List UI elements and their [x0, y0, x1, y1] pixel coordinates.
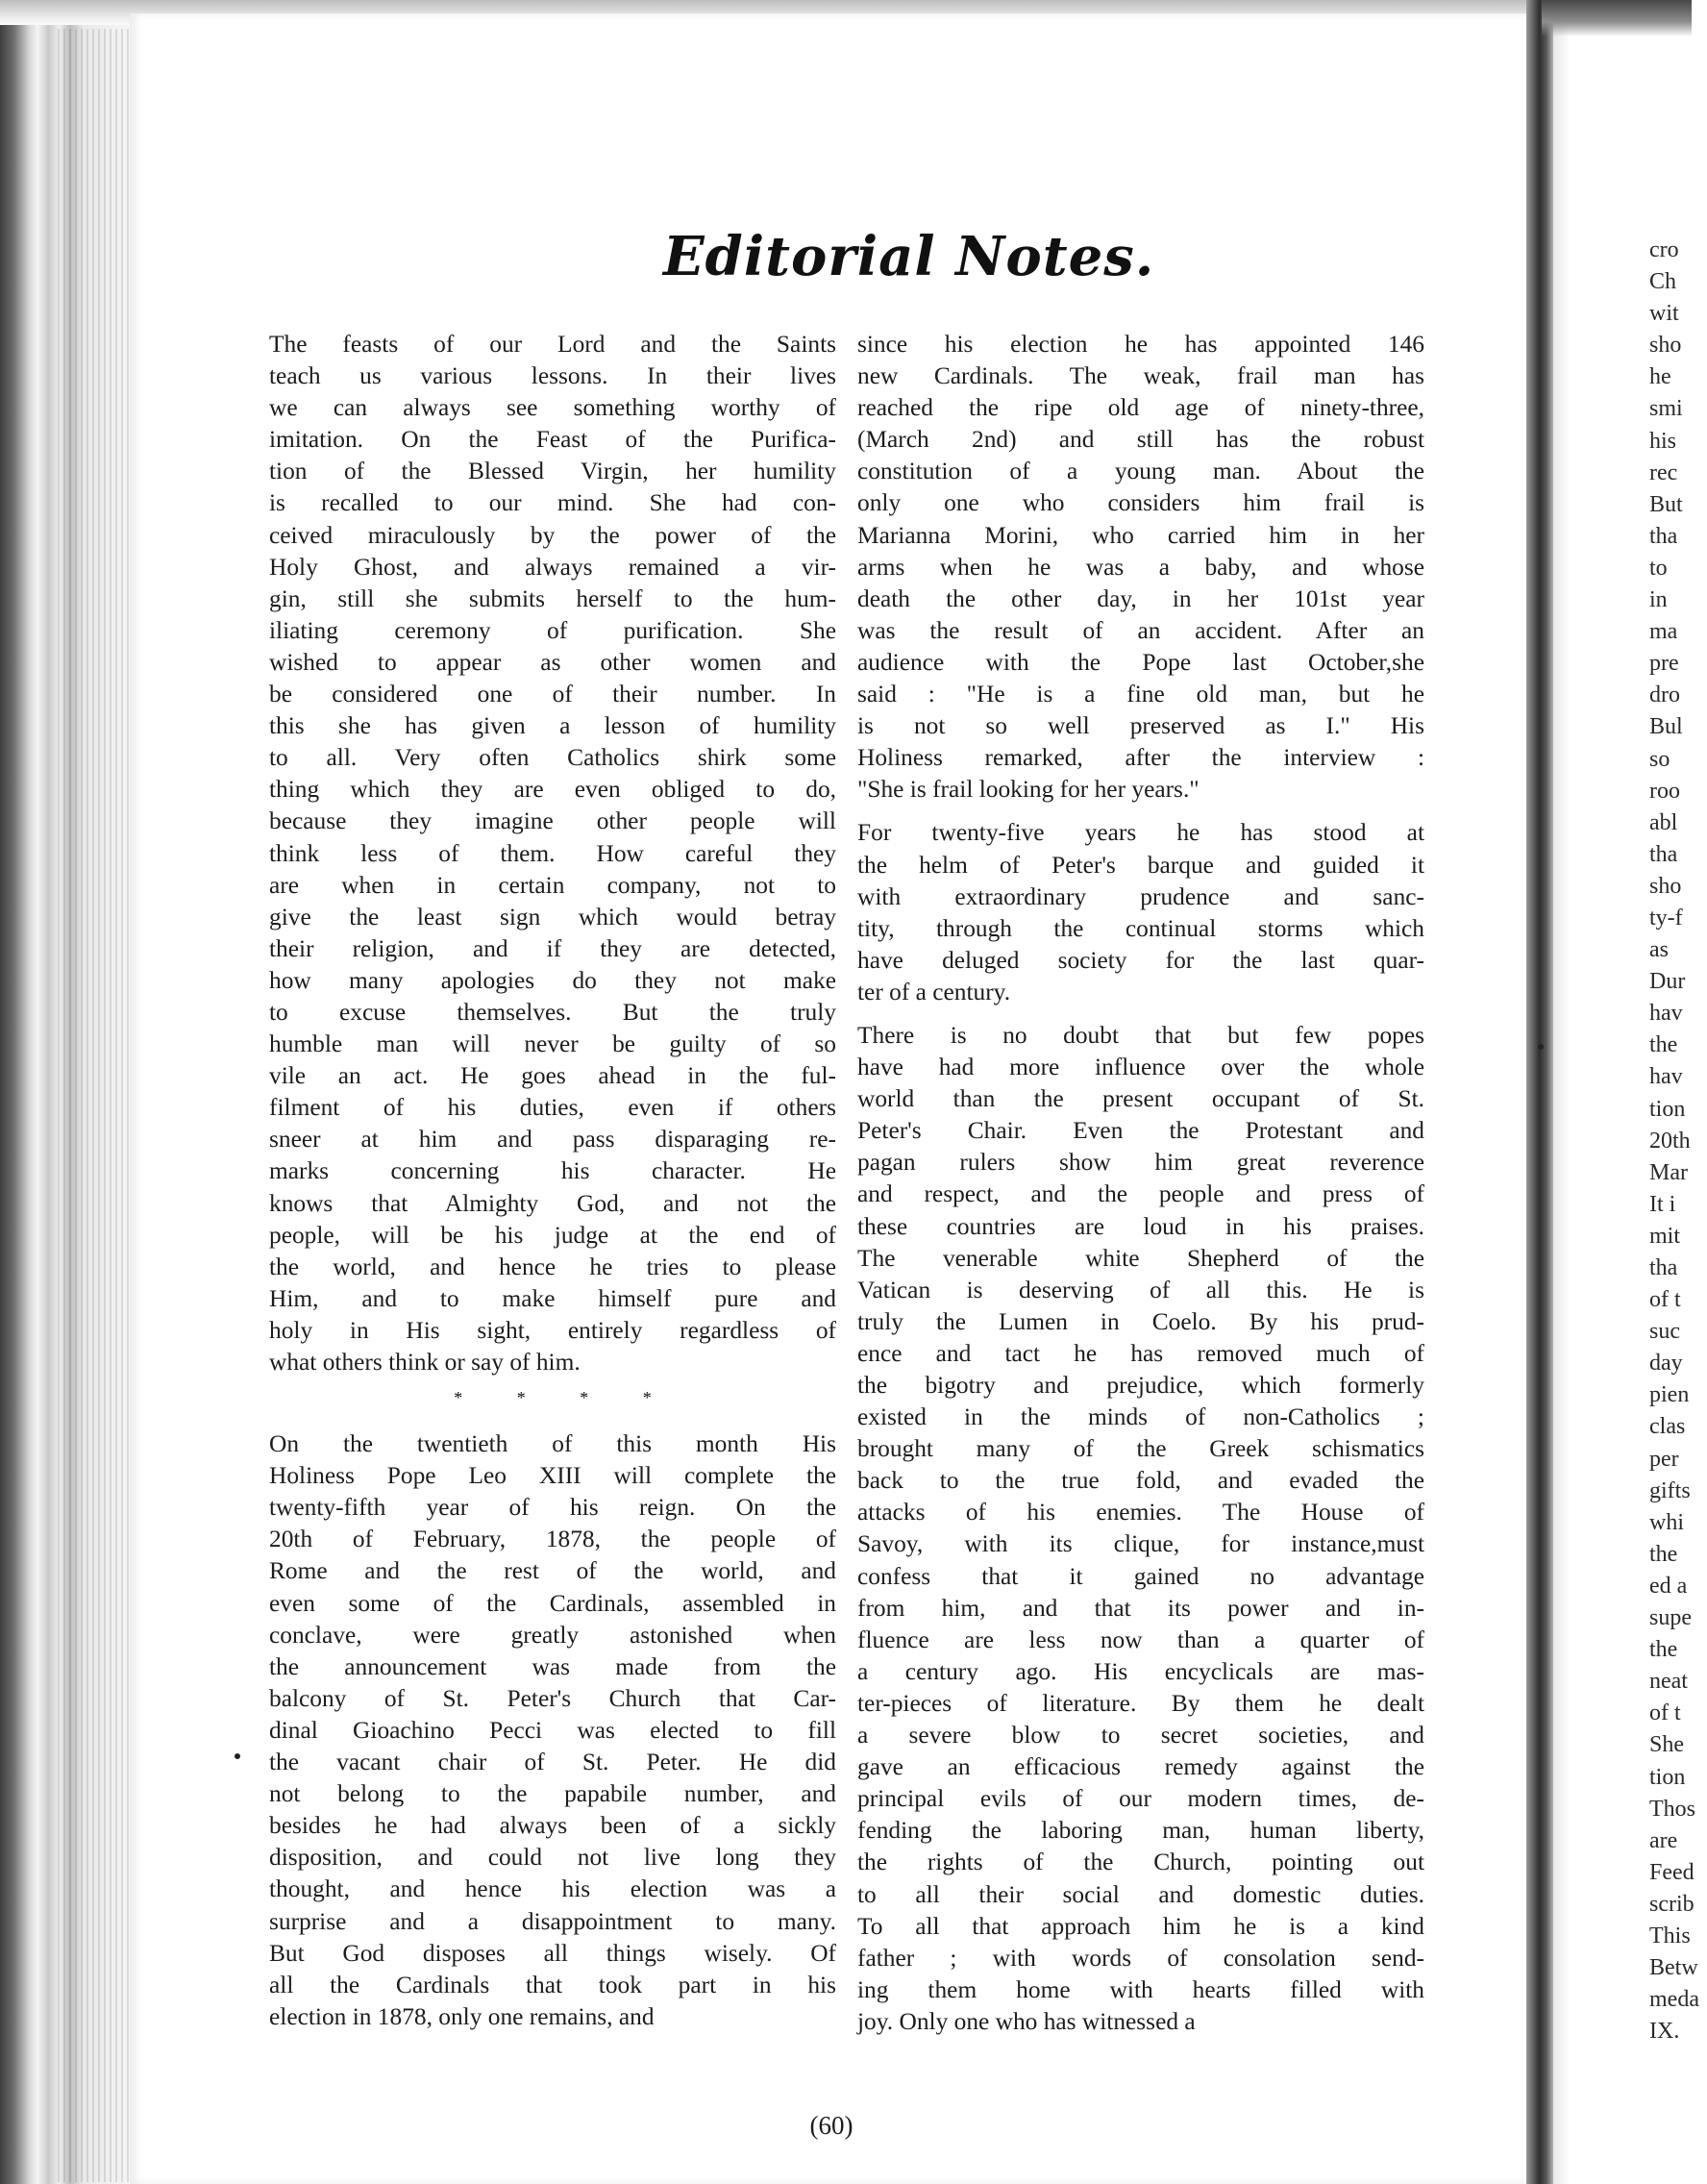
text-line: wished to appear as other women and	[269, 648, 836, 676]
text-line: Vatican is deserving of all this. He is	[857, 1276, 1424, 1303]
text-line: ter-pieces of literature. By them he dealt	[857, 1689, 1424, 1717]
paragraph-influence	[857, 1020, 1424, 2038]
text-line: iliating ceremony of purification. She	[269, 616, 836, 644]
text-line: the	[1649, 1637, 1678, 1663]
text-line: smi	[1649, 396, 1683, 422]
text-line: roo	[1649, 778, 1680, 804]
text-line: Mar	[1649, 1159, 1688, 1185]
text-line: attacks of his enemies. The House of	[857, 1499, 1424, 1526]
text-line: sho	[1649, 333, 1682, 359]
text-line: day	[1649, 1351, 1683, 1377]
text-line: how many apologies do they not make	[269, 966, 836, 994]
text-line: father ; with words of consolation send-	[857, 1944, 1424, 1972]
text-line: truly the Lumen in Coelo. By his prud-	[857, 1307, 1424, 1335]
text-line: tion	[1649, 1764, 1686, 1790]
text-line: fending the laboring man, human liberty,	[857, 1817, 1424, 1845]
text-line: surprise and a disappointment to many.	[269, 1907, 836, 1935]
text-line: gin, still she submits herself to the hum-	[269, 584, 836, 612]
text-line: pagan rulers show him great reverence	[857, 1149, 1424, 1177]
text-line: said : "He is a fine old man, but he	[857, 681, 1424, 708]
left-column	[269, 329, 836, 2033]
text-line: Holiness remarked, after the interview :	[857, 744, 1424, 772]
text-line: thing which they are even obliged to do,	[269, 776, 836, 804]
page-stack-edges	[58, 29, 135, 2182]
text-line: For twenty-five years he has stood at	[857, 819, 1424, 847]
text-line: imitation. On the Feast of the Purifica-	[269, 426, 836, 454]
text-line: tity, through the continual storms which	[857, 914, 1424, 942]
text-line: cro	[1649, 237, 1679, 262]
text-line: sneer at him and pass disparaging re-	[269, 1126, 836, 1154]
text-line: even some of the Cardinals, assembled in	[269, 1589, 836, 1617]
text-line: teach us various lessons. In their lives	[269, 362, 836, 390]
text-line: are	[1649, 1827, 1678, 1853]
text-line: as	[1649, 937, 1669, 963]
text-line: fluence are less now than a quarter of	[857, 1626, 1424, 1653]
scan-speck	[1538, 1044, 1544, 1050]
text-line: because they imagine other people will	[269, 807, 836, 835]
text-line: supe	[1649, 1605, 1692, 1631]
text-line: mit	[1649, 1223, 1681, 1249]
page-number: (60)	[809, 2111, 854, 2140]
text-line: Holy Ghost, and always remained a vir-	[269, 553, 836, 581]
text-line: have deluged society for the last quar-	[857, 946, 1424, 974]
text-line: suc	[1649, 1319, 1680, 1345]
text-line: arms when he was a baby, and whose	[857, 553, 1424, 581]
text-line: brought many of the Greek schismatics	[857, 1435, 1424, 1463]
text-line: Holiness Pope Leo XIII will complete the	[269, 1462, 836, 1490]
text-line: joy. Only one who has witnessed a	[857, 2007, 1196, 2035]
book-gutter	[1526, 0, 1555, 2184]
text-line: the vacant chair of St. Peter. He did	[269, 1749, 836, 1776]
text-line: world than the present occupant of St.	[857, 1085, 1424, 1113]
text-line: Marianna Morini, who carried him in her	[857, 521, 1424, 549]
text-line: to all their social and domestic duties.	[857, 1880, 1424, 1908]
text-line: pien	[1649, 1382, 1690, 1408]
text-line: Betw	[1649, 1955, 1698, 1981]
text-line: clas	[1649, 1414, 1686, 1440]
text-line: the announcement was made from the	[269, 1652, 836, 1680]
text-line: with extraordinary prudence and sanc-	[857, 882, 1424, 910]
text-line: a severe blow to secret societies, and	[857, 1722, 1424, 1750]
text-line: give the least sign which would betray	[269, 903, 836, 931]
text-line: filment of his duties, even if others	[269, 1094, 836, 1122]
text-line: tha	[1649, 841, 1678, 867]
text-line: ter of a century.	[857, 978, 1011, 1005]
text-line: the rights of the Church, pointing out	[857, 1849, 1424, 1876]
text-line: be considered one of their number. In	[269, 681, 836, 708]
text-line: But God disposes all things wisely. Of	[269, 1939, 836, 1967]
text-line: 20th	[1649, 1128, 1691, 1154]
text-line: Thos	[1649, 1796, 1695, 1822]
next-page-text-fragment	[1649, 235, 1707, 2048]
text-line: abl	[1649, 809, 1678, 835]
text-line: tion of the Blessed Virgin, her humility	[269, 458, 836, 485]
text-line: his	[1649, 428, 1677, 454]
text-line: ence and tact he has removed much of	[857, 1339, 1424, 1367]
text-line: only one who considers him frail is	[857, 489, 1424, 517]
text-line: hav	[1649, 1064, 1683, 1090]
text-line: Him, and to make himself pure and	[269, 1284, 836, 1312]
text-line: Peter's Chair. Even the Protestant and	[857, 1117, 1424, 1145]
section-separator: * * * *	[454, 1388, 677, 1408]
text-line: this she has given a lesson of humility	[269, 712, 836, 740]
text-line: Rome and the rest of the world, and	[269, 1557, 836, 1585]
text-line: think less of them. How careful they	[269, 839, 836, 867]
text-line: the	[1649, 1541, 1678, 1567]
text-line: election in 1878, only one remains, and	[269, 2002, 655, 2030]
text-line: the helm of Peter's barque and guided it	[857, 851, 1424, 879]
next-page-top-shadow	[1542, 0, 1692, 37]
text-line: per	[1649, 1446, 1679, 1472]
text-line: confess that it gained no advantage	[857, 1562, 1424, 1590]
text-line: principal evils of our modern times, de-	[857, 1785, 1424, 1813]
text-line: existed in the minds of non-Catholics ;	[857, 1403, 1424, 1431]
text-line: Feed	[1649, 1859, 1695, 1885]
text-line: tha	[1649, 1255, 1678, 1280]
page-title: Editorial Notes.	[663, 225, 1155, 288]
text-line: death the other day, in her 101st year	[857, 584, 1424, 612]
text-line: back to the true fold, and evaded the	[857, 1467, 1424, 1495]
paragraph-twenty-five-years	[857, 817, 1424, 1008]
text-line: twenty-fifth year of his reign. On the	[269, 1494, 836, 1522]
scan-speck	[235, 1753, 240, 1759]
text-line: new Cardinals. The weak, frail man has	[857, 362, 1424, 390]
text-line: It i	[1649, 1191, 1676, 1217]
text-line: besides he had always been of a sickly	[269, 1812, 836, 1840]
text-line: audience with the Pope last October,she	[857, 648, 1424, 676]
text-line: of t	[1649, 1700, 1681, 1726]
text-line: ing them home with hearts filled with	[857, 1975, 1424, 2003]
text-line: not belong to the papabile number, and	[269, 1780, 836, 1808]
text-line: holy in His sight, entirely regardless of	[269, 1316, 836, 1344]
text-line: these countries are loud in his praises.	[857, 1212, 1424, 1240]
text-line: marks concerning his character. He	[269, 1157, 836, 1185]
text-line: balcony of St. Peter's Church that Car-	[269, 1684, 836, 1712]
text-line: Savoy, with its clique, for instance,must	[857, 1530, 1424, 1558]
text-line: neat	[1649, 1669, 1688, 1695]
text-line: wit	[1649, 301, 1679, 327]
text-line: was the result of an accident. After an	[857, 616, 1424, 644]
text-line: dinal Gioachino Pecci was elected to fill	[269, 1716, 836, 1744]
text-line: ed a	[1649, 1573, 1688, 1599]
text-line: people, will be his judge at the end of	[269, 1221, 836, 1249]
text-line: Bul	[1649, 714, 1683, 740]
text-line: This	[1649, 1923, 1691, 1948]
text-line: thought, and hence his election was a	[269, 1875, 836, 1903]
text-line: to all. Very often Catholics shirk some	[269, 744, 836, 772]
text-line: so	[1649, 746, 1670, 772]
text-line: ty-f	[1649, 905, 1683, 931]
text-line: gifts	[1649, 1477, 1691, 1503]
text-line: meda	[1649, 1987, 1699, 2013]
spacer	[857, 1008, 1424, 1020]
text-line: To all that approach him he is a kind	[857, 1912, 1424, 1940]
text-line: he	[1649, 364, 1671, 390]
text-line: She	[1649, 1732, 1684, 1758]
text-line: ma	[1649, 619, 1678, 645]
text-line: the bigotry and prejudice, which formerly	[857, 1372, 1424, 1399]
text-line: is not so well preserved as I." His	[857, 712, 1424, 740]
text-line: rec	[1649, 459, 1678, 485]
text-line: all the Cardinals that took part in his	[269, 1971, 836, 1998]
text-line: whi	[1649, 1509, 1684, 1535]
paragraph-feast-humility	[269, 329, 836, 1378]
text-line: are when in certain company, not to	[269, 871, 836, 899]
text-line: gave an efficacious remedy against the	[857, 1753, 1424, 1781]
text-line: their religion, and if they are detected,	[269, 934, 836, 962]
text-line: The feasts of our Lord and the Saints	[269, 331, 836, 358]
text-line: the	[1649, 1032, 1678, 1058]
text-line: constitution of a young man. About the	[857, 458, 1424, 485]
text-line: have had more influence over the whole	[857, 1054, 1424, 1081]
text-line: "She is frail looking for her years."	[857, 776, 1200, 804]
text-line: disposition, and could not live long they	[269, 1844, 836, 1872]
text-line: reached the ripe old age of ninety-three,	[857, 394, 1424, 422]
text-line: the world, and hence he tries to please	[269, 1253, 836, 1280]
paragraph-cardinals	[857, 329, 1424, 806]
text-line: from him, and that its power and in-	[857, 1594, 1424, 1622]
text-line: hav	[1649, 1001, 1683, 1027]
spacer	[269, 1417, 836, 1428]
text-line: IX.	[1649, 2019, 1680, 2045]
text-line: tha	[1649, 523, 1678, 549]
text-line: sho	[1649, 873, 1682, 899]
text-line: we can always see something worthy of	[269, 394, 836, 422]
text-line: But	[1649, 491, 1683, 517]
text-line: Dur	[1649, 969, 1686, 995]
text-line: (March 2nd) and still has the robust	[857, 426, 1424, 454]
text-line: and respect, and the people and press of	[857, 1180, 1424, 1208]
text-line: knows that Almighty God, and not the	[269, 1189, 836, 1217]
text-line: There is no doubt that but few popes	[857, 1021, 1424, 1049]
text-line: vile an act. He goes ahead in the ful-	[269, 1062, 836, 1090]
text-line: in	[1649, 587, 1668, 613]
text-line: since his election he has appointed 146	[857, 331, 1424, 358]
text-line: Ch	[1649, 269, 1677, 295]
text-line: to excuse themselves. But the truly	[269, 998, 836, 1026]
text-line: is recalled to our mind. She had con-	[269, 489, 836, 517]
paragraph-leo-xiii-election	[269, 1428, 836, 2033]
text-line: ceived miraculously by the power of the	[269, 521, 836, 549]
text-line: 20th of February, 1878, the people of	[269, 1526, 836, 1553]
text-line: dro	[1649, 682, 1680, 708]
text-line: pre	[1649, 651, 1679, 677]
text-line: scrib	[1649, 1891, 1695, 1917]
text-line: a century ago. His encyclicals are mas-	[857, 1657, 1424, 1685]
text-line: The venerable white Shepherd of the	[857, 1244, 1424, 1272]
text-line: what others think or say of him.	[269, 1349, 581, 1376]
text-line: humble man will never be guilty of so	[269, 1030, 836, 1058]
right-column	[857, 329, 1424, 2038]
text-line: conclave, were greatly astonished when	[269, 1621, 836, 1649]
text-line: On the twentieth of this month His	[269, 1430, 836, 1458]
text-line: tion	[1649, 1096, 1686, 1122]
text-line: of t	[1649, 1287, 1681, 1313]
spacer	[857, 806, 1424, 817]
text-line: to	[1649, 555, 1668, 581]
